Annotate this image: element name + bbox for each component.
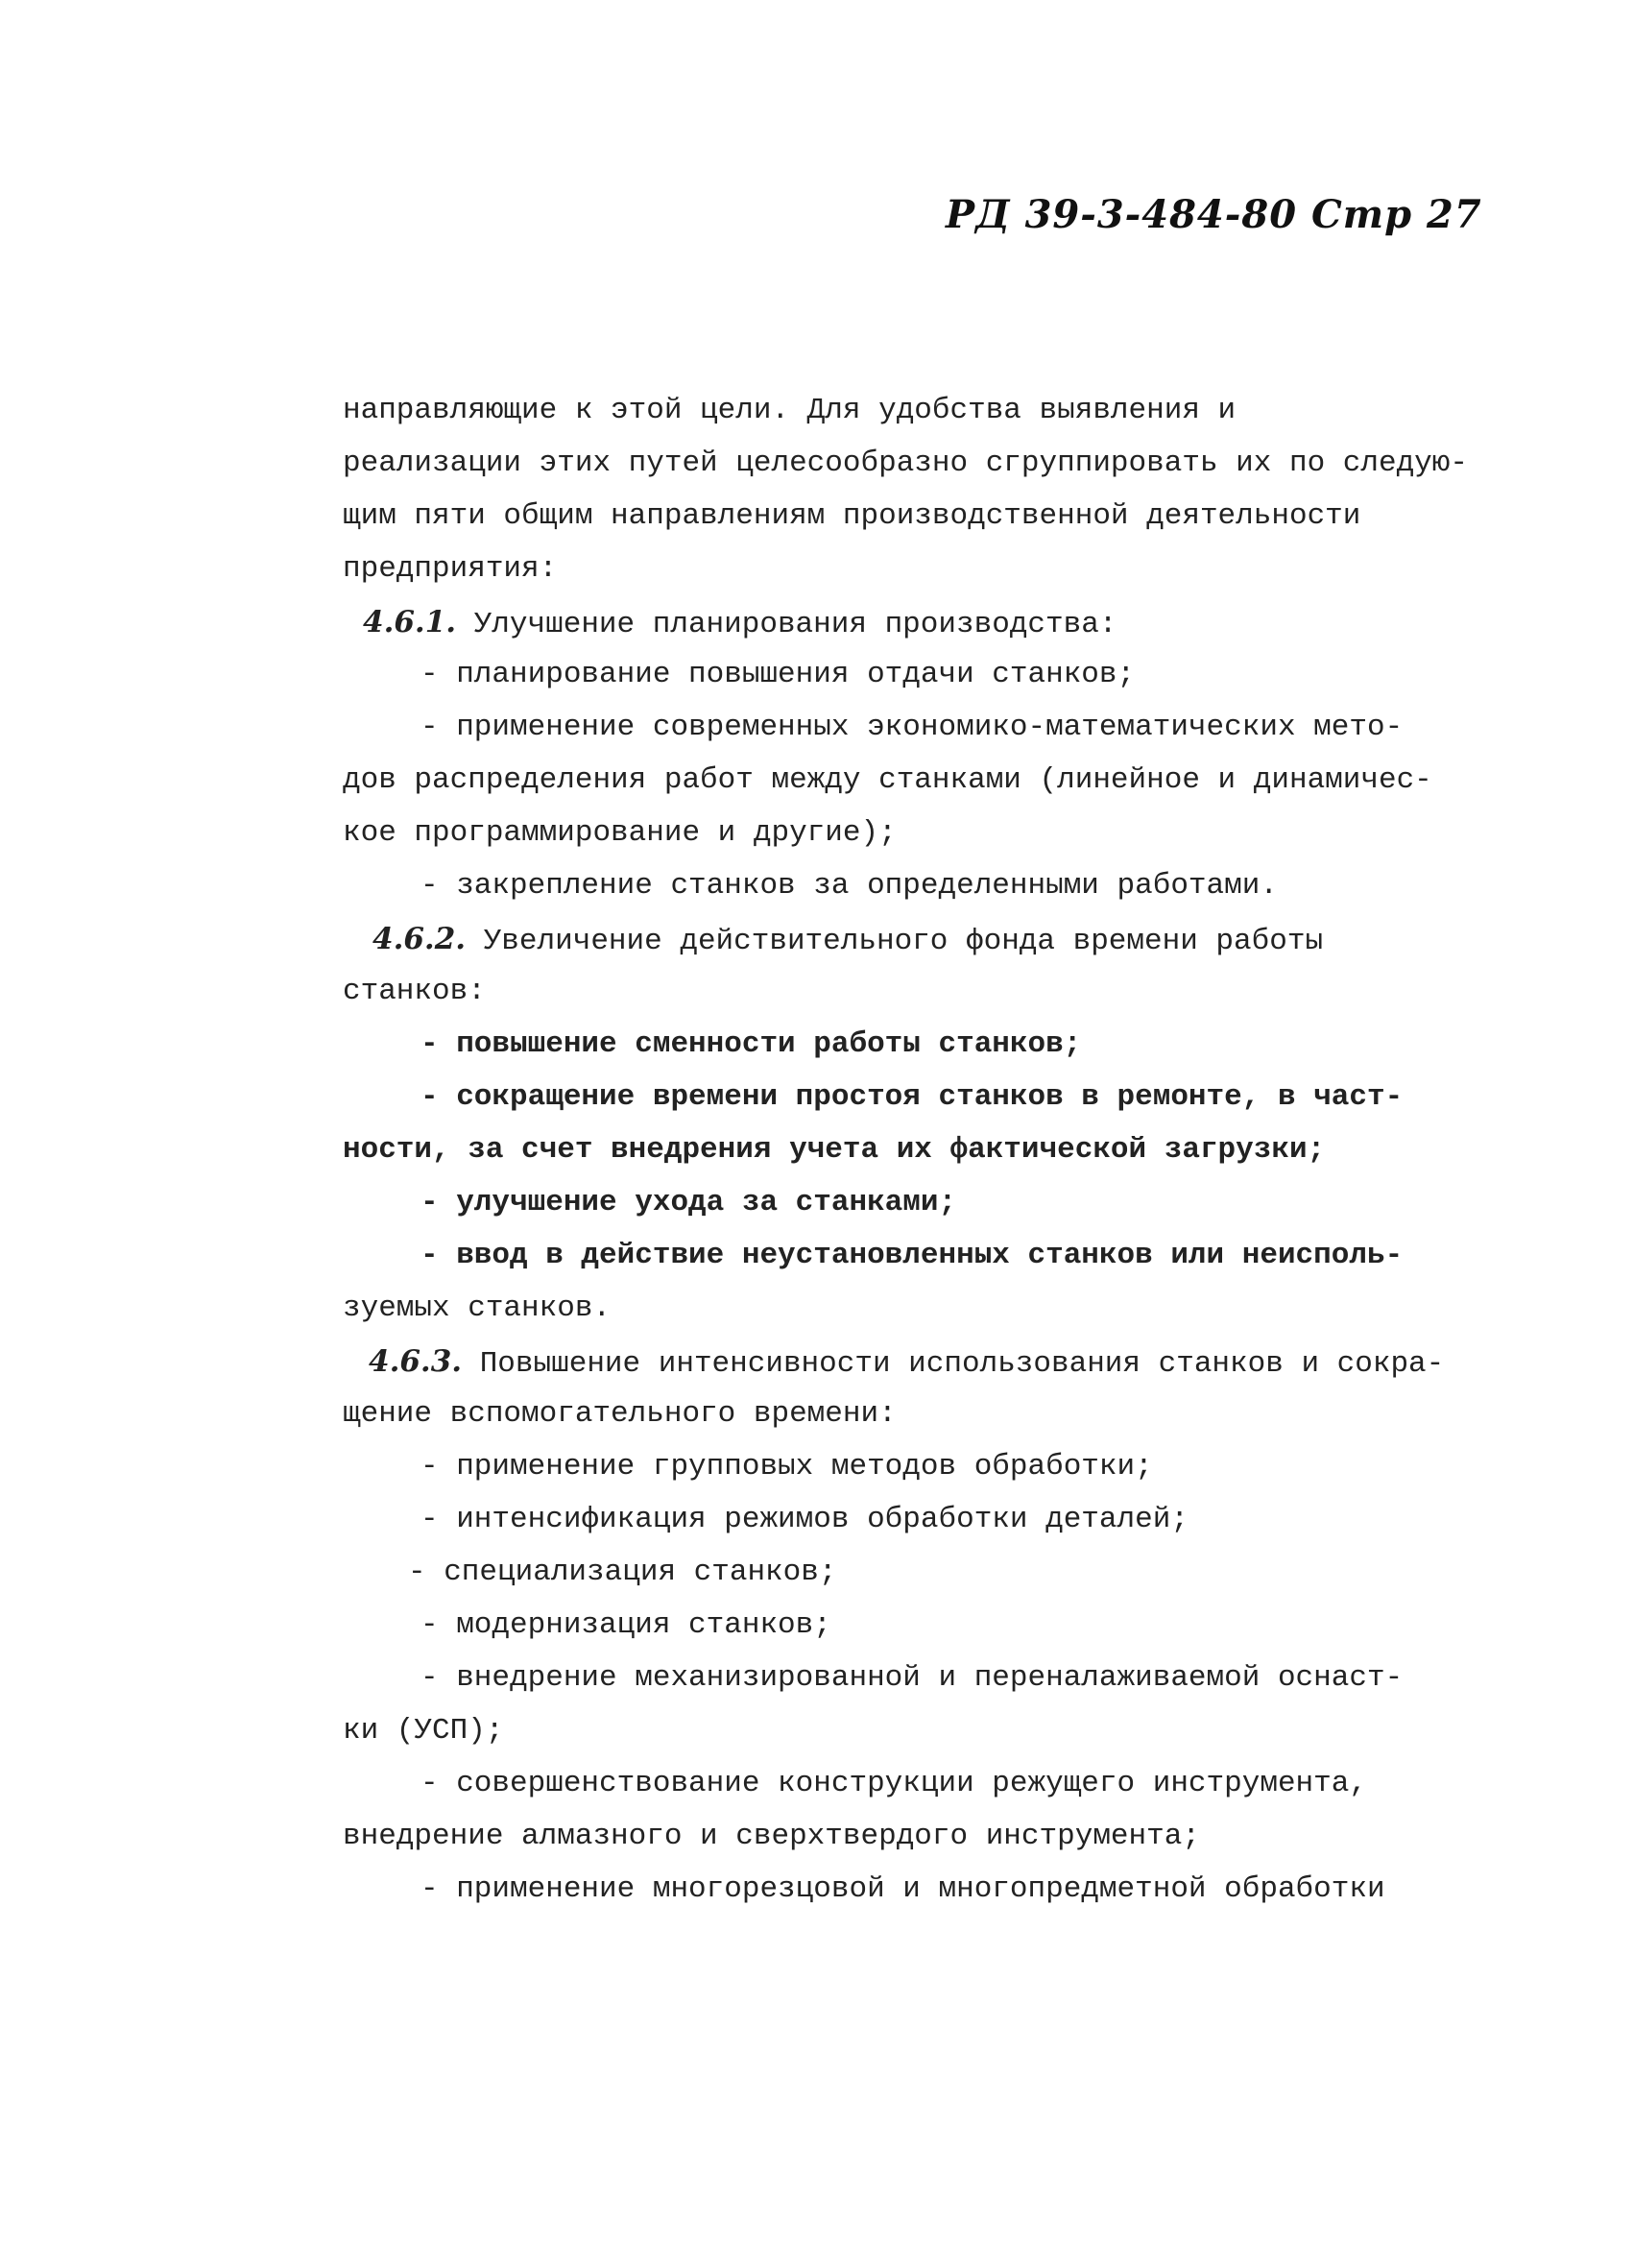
section-title: Улучшение планирования производства: <box>473 608 1117 641</box>
body-line: ки (УСП); <box>343 1714 504 1748</box>
list-item: - закрепление станков за определенными работами. <box>420 869 1278 903</box>
list-item: - модернизация станков; <box>420 1608 831 1642</box>
list-item: - применение многорезцовой и многопредметной обработки <box>420 1872 1385 1906</box>
section-number: 4.6.2. <box>372 922 467 956</box>
section-heading-4-6-1 <box>363 603 1117 644</box>
list-item: - применение современных экономико-математических мето- <box>420 711 1404 744</box>
section-title: Увеличение действительного фонда времени работы <box>483 925 1324 958</box>
list-item: - ввод в действие неустановленных станков или неисполь- <box>420 1239 1404 1272</box>
body-line: предприятия: <box>343 552 558 586</box>
list-item: - сокращение времени простоя станков в ремонте, в част- <box>420 1080 1404 1114</box>
section-number: 4.6.3. <box>369 1344 463 1379</box>
body-line: щим пяти общим направлениям производственной деятельности <box>343 499 1361 533</box>
body-line: щение вспомогательного времени: <box>343 1397 897 1431</box>
list-item: - улучшение ухода за станками; <box>420 1186 957 1219</box>
list-item: - внедрение механизированной и переналаживаемой оснаст- <box>420 1661 1404 1695</box>
body-line: реализации этих путей целесообразно сгруппировать их по следую- <box>343 446 1468 480</box>
list-item: - интенсификация режимов обработки деталей; <box>420 1503 1189 1536</box>
section-number: 4.6.1. <box>363 605 457 639</box>
document-reference: РД 39-3-484-80 Стр 27 <box>946 192 1482 237</box>
section-heading-4-6-3 <box>369 1342 1444 1384</box>
body-line: дов распределения работ между станками (линейное и динамичес- <box>343 763 1432 797</box>
body-line: станков: <box>343 975 486 1008</box>
list-item: - специализация станков; <box>408 1556 837 1589</box>
list-item: - совершенствование конструкции режущего инструмента, <box>420 1767 1367 1800</box>
list-item: - планирование повышения отдачи станков; <box>420 658 1136 691</box>
body-line: зуемых станков. <box>343 1291 612 1325</box>
body-line: кое программирование и другие); <box>343 816 897 850</box>
section-title: Повышение интенсивности использования станков и сокра- <box>479 1347 1445 1381</box>
list-item: - повышение сменности работы станков; <box>420 1027 1082 1061</box>
body-line: внедрение алмазного и сверхтвердого инструмента; <box>343 1820 1200 1853</box>
list-item: - применение групповых методов обработки; <box>420 1450 1153 1484</box>
body-line: направляющие к этой цели. Для удобства выявления и <box>343 394 1237 427</box>
section-heading-4-6-2 <box>372 920 1323 961</box>
body-line: ности, за счет внедрения учета их фактической загрузки; <box>343 1133 1326 1167</box>
